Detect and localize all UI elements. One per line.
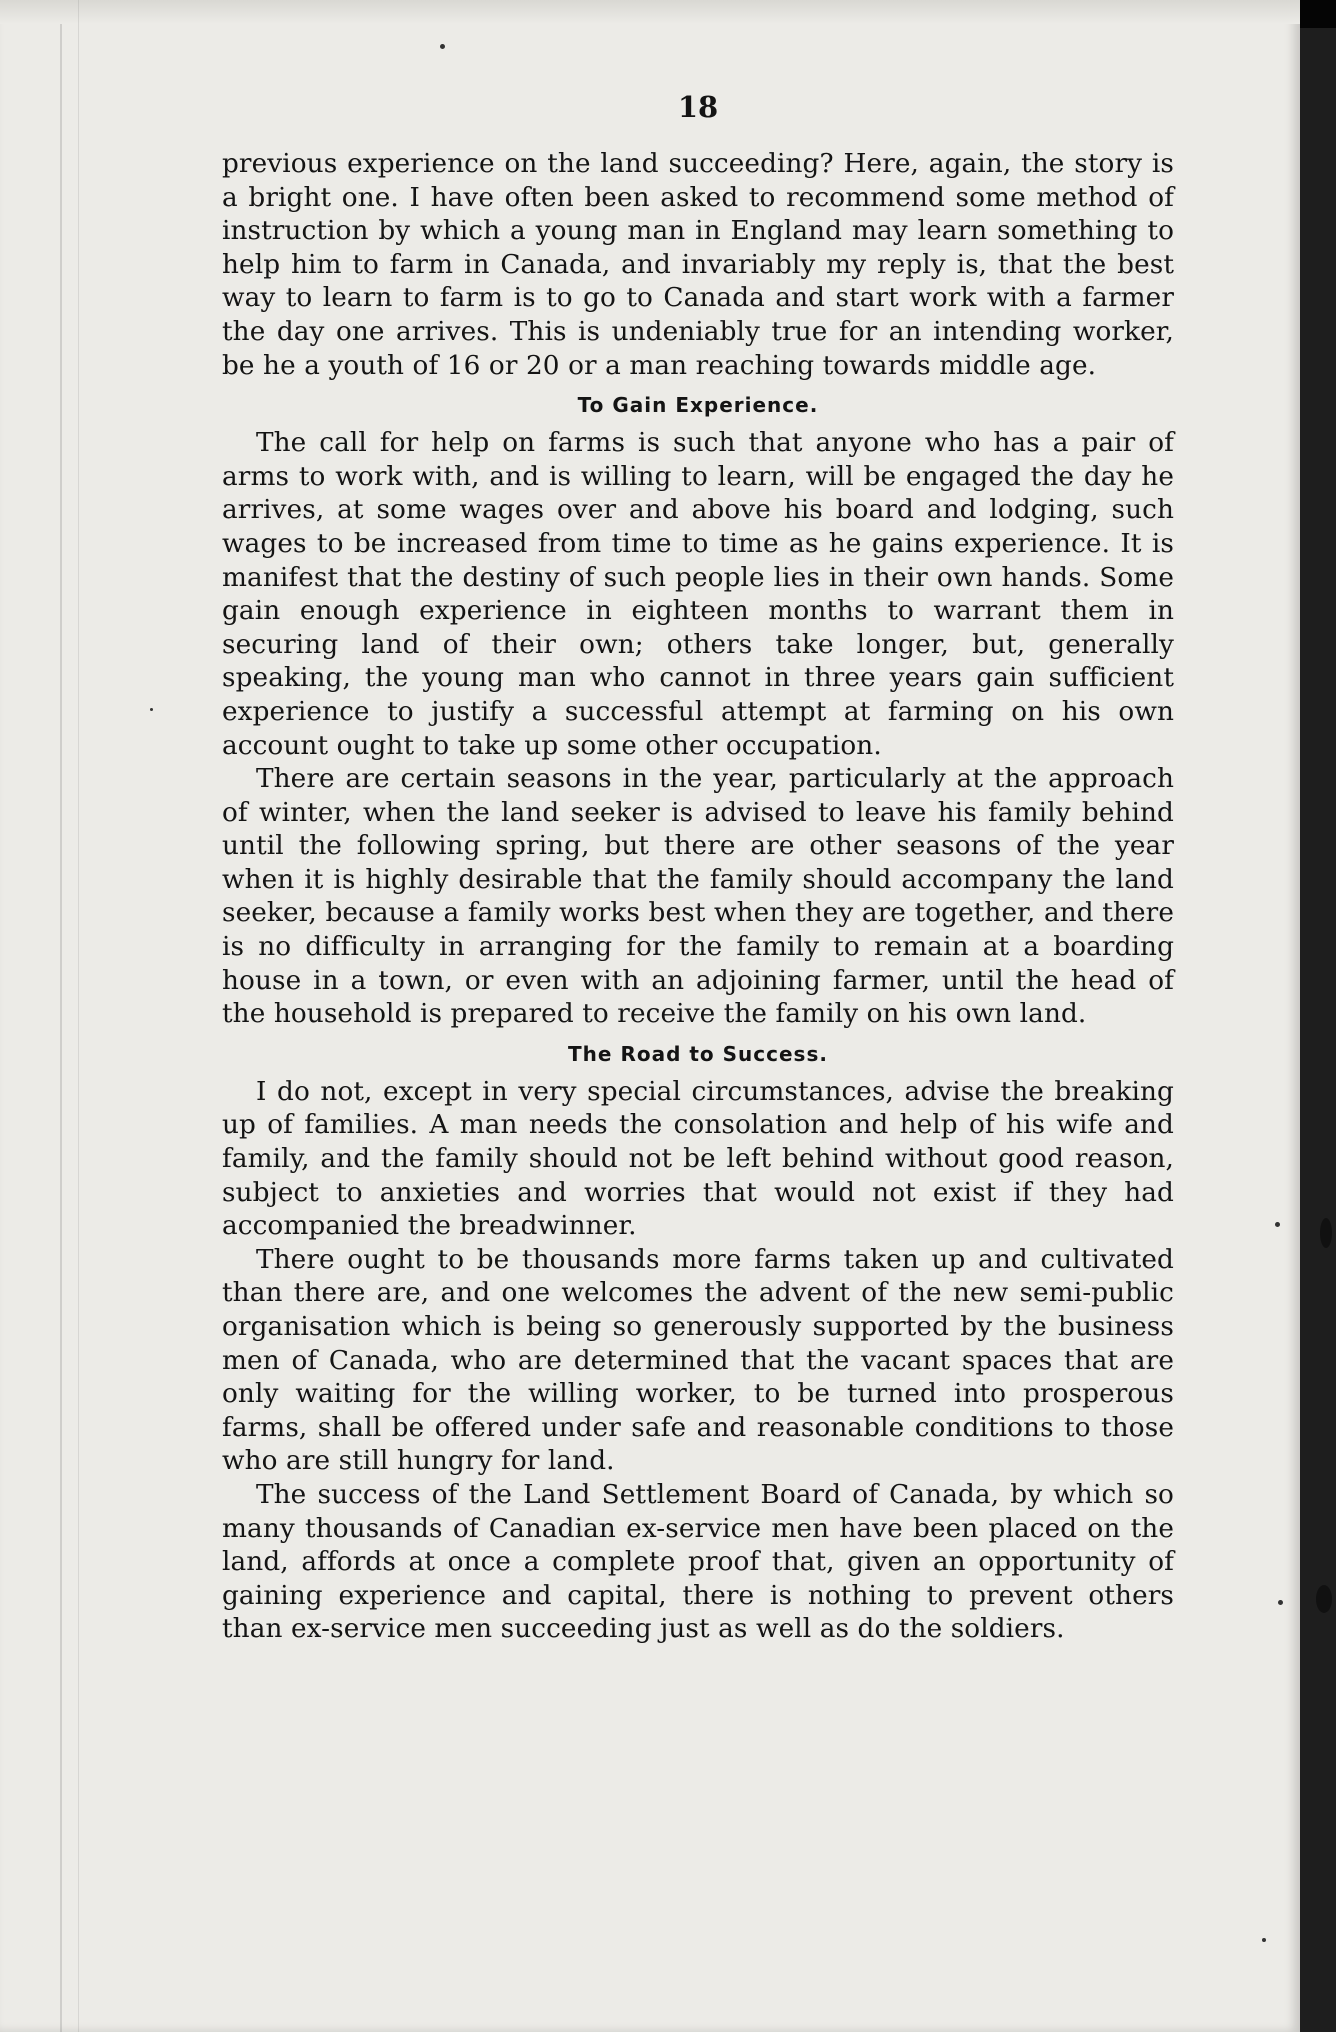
scan-speck — [1262, 1938, 1266, 1942]
scan-speck — [1275, 1222, 1280, 1227]
scan-speck — [440, 44, 445, 49]
section-to-gain-experience — [222, 387, 1174, 1032]
paragraph: There are certain seasons in the year, particularly at the approach of winter, when the land seeker is advised to leave his family behind until the following spring, but there are other seasons of the year when it is highly desirable that the family should accompany the land seeker, because a family works best when they are together, and there is no difficulty in arranging for the family to remain at a boarding house in a town, or even with an adjoining farmer, until the head of the household is prepared to receive the family on his own land. — [222, 764, 1174, 1030]
paragraph: The call for help on farms is such that anyone who has a pair of arms to work with, and is willing to learn, will be engaged the day he arrives, at some wages over and above his board and lodging, such wages to be increased from time to time as he gains experience. It is manifest that the destiny of such people lies in their own hands. Some gain enough experience in eighteen months to warrant them in securing land of their own; others take longer, but, generally speaking, the young man who cannot in three years gain sufficient experience to justify a successful attempt at farming on his own account ought to take up some other occupation. — [222, 428, 1174, 761]
section-road-to-success — [222, 1036, 1174, 1647]
ink-blot — [1320, 1218, 1332, 1248]
paragraph: The success of the Land Settlement Board of Canada, by which so many thousands of Canadian ex-service men have been placed on the land, affords at once a complete proof that, given an opportunity of gaining experience and capital, there is nothing to prevent others than ex-service men succeeding just as well as do the soldiers. — [222, 1479, 1174, 1645]
paragraph: There ought to be thousands more farms taken up and cultivated than there are, and one welcomes the advent of the new semi-public organisation which is being so generously supported by the business men of Canada, who are determined that the vacant spaces that are only waiting for the willing worker, to be turned into prosperous farms, shall be offered under safe and reasonable conditions to those who are still hungry for land. — [222, 1244, 1174, 1477]
page-number: 18 — [677, 90, 719, 124]
section-intro — [222, 148, 1174, 383]
ink-blot — [1316, 1585, 1332, 1613]
section-heading: The Road to Success. — [568, 1041, 828, 1066]
section-heading: To Gain Experience. — [577, 393, 819, 418]
scan-speck — [1278, 1600, 1283, 1605]
paragraph: I do not, except in very special circumstances, advise the breaking up of families. A man needs the consolation and help of his wife and family, and the family should not be left behind without good reason, subject to anxieties and worries that would not exist if they had accompanied the breadwinner. — [222, 1076, 1174, 1242]
scanner-edge — [1300, 0, 1336, 2032]
scanner-edge-top — [1300, 0, 1336, 28]
document-page — [222, 90, 1174, 1647]
paragraph: previous experience on the land succeeding? Here, again, the story is a bright one. I have often been asked to recommend some method of instruction by which a young man in England may learn something to help him to farm in Canada, and invariably my reply is, that the best way to learn to farm is to go to Canada and start work with a farmer the day one arrives. This is undeniably true for an intending worker, be he a youth of 16 or 20 or a man reaching towards middle age. — [222, 149, 1174, 381]
page-top-edge — [0, 0, 1300, 24]
scan-speck — [150, 708, 153, 711]
